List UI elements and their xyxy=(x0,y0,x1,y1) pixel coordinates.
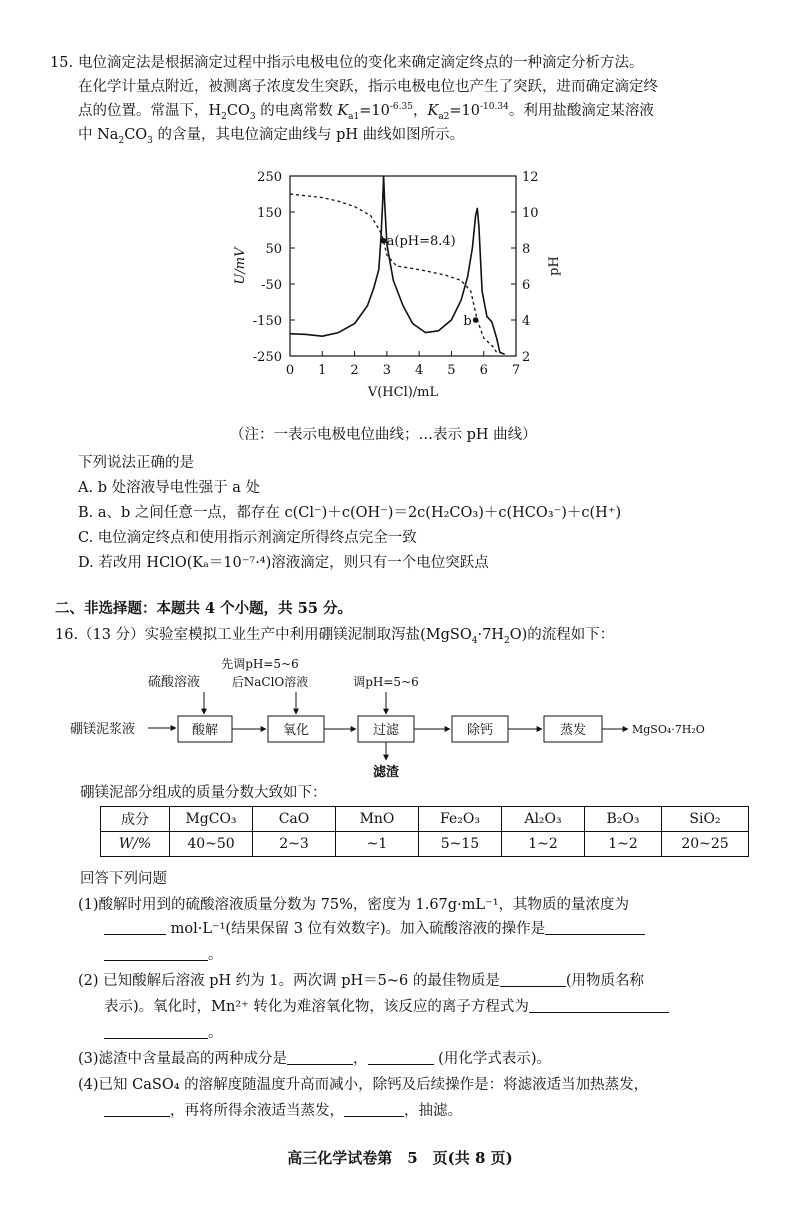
td-1: 40~50 xyxy=(170,832,253,857)
flow-start: 硼镁泥浆液 xyxy=(70,722,136,737)
th-0: 成分 xyxy=(101,807,170,832)
x-axis-label: V(HCl)/mL xyxy=(367,385,439,400)
th-3: MnO xyxy=(336,807,419,832)
table-header-row xyxy=(101,807,749,832)
annotation-label: b xyxy=(463,314,472,329)
sub1-line1: (1)酸解时用到的硫酸溶液质量分数为 75%，密度为 1.67g·mL⁻¹，其物质的量浓度为 xyxy=(78,897,630,913)
x-tick-label: 3 xyxy=(382,363,391,378)
sub2-line3: 。 xyxy=(104,1022,223,1044)
blank-2a[interactable] xyxy=(500,971,566,987)
q15-line1: 电位滴定法是根据滴定过程中指示电极电位的变化来确定滴定终点的一种滴定分析方法。 xyxy=(78,55,644,71)
potential-curve xyxy=(290,176,505,354)
answer-prompt: 回答下列问题 xyxy=(80,871,167,887)
composition-table xyxy=(100,806,749,857)
y-right-tick-label: 12 xyxy=(522,170,539,185)
option-b[interactable]: B. a、b 之间任意一点，都存在 c(Cl⁻)＋c(OH⁻)＝2c(H₂CO₃)＋c(HCO₃⁻)＋c(H⁺) xyxy=(78,505,622,521)
step-4: 除钙 xyxy=(466,723,494,738)
annotation-point xyxy=(473,317,479,323)
blank-4b[interactable] xyxy=(344,1101,404,1117)
titration-chart xyxy=(218,166,578,414)
flow-product: MgSO₄·7H₂O xyxy=(632,723,705,736)
blank-1a[interactable] xyxy=(104,919,166,935)
sub3-line: (3)滤渣中含量最高的两种成分是 ， (用化学式表示)。 xyxy=(78,1051,551,1067)
td-3: ~1 xyxy=(336,832,419,857)
td-2: 2~3 xyxy=(253,832,336,857)
annotation-label: a(pH=8.4) xyxy=(386,233,456,249)
residue: 滤渣 xyxy=(372,765,400,780)
blank-2b[interactable] xyxy=(529,997,669,1013)
reagent-sulfuric: 硫酸溶液 xyxy=(147,675,201,690)
blank-1b[interactable] xyxy=(545,919,645,935)
td-5: 1~2 xyxy=(502,832,585,857)
section2-title: 二、非选择题：本题共 4 个小题，共 55 分。 xyxy=(55,600,352,617)
step-3: 过滤 xyxy=(372,723,400,738)
sub1-line2: mol·L⁻¹(结果保留 3 位有效数字)。加入硫酸溶液的操作是 xyxy=(104,918,645,940)
table-caption: 硼镁泥部分组成的质量分数大致如下： xyxy=(80,785,327,801)
td-7: 20~25 xyxy=(662,832,749,857)
chart-note: （注：一表示电极电位曲线；…表示 pH 曲线） xyxy=(230,427,537,443)
plot-frame xyxy=(290,176,516,356)
y-left-tick-label: -250 xyxy=(252,350,282,365)
th-1: MgCO₃ xyxy=(170,807,253,832)
q15-line4: 中 $Na_2CO_3$ 的含量，其电位滴定曲线与 pH 曲线如图所示。 xyxy=(78,127,465,146)
step-5: 蒸发 xyxy=(559,723,587,738)
sub4-line1: (4)已知 CaSO₄ 的溶解度随温度升高而减小，除钙及后续操作是：将滤液适当加热蒸发， xyxy=(78,1077,649,1093)
y-right-tick-label: 10 xyxy=(522,206,539,221)
reagent-ph-adjust1: 先调pH=5~6 xyxy=(221,657,299,671)
option-c[interactable]: C. 电位滴定终点和使用指示剂滴定所得终点完全一致 xyxy=(78,530,417,546)
y-left-tick-label: -50 xyxy=(261,278,282,293)
process-flowchart xyxy=(60,652,740,782)
option-a[interactable]: A. b 处溶液导电性强于 a 处 xyxy=(78,480,260,496)
th-7: SiO₂ xyxy=(662,807,749,832)
y-right-tick-label: 4 xyxy=(522,314,531,329)
x-tick-label: 0 xyxy=(285,363,295,378)
blank-2c[interactable] xyxy=(104,1023,208,1039)
blank-4a[interactable] xyxy=(104,1101,170,1117)
blank-3a[interactable] xyxy=(287,1049,353,1065)
reagent-naclo: 后NaClO溶液 xyxy=(231,675,309,689)
th-6: B₂O₃ xyxy=(585,807,662,832)
x-tick-label: 5 xyxy=(447,363,456,378)
y-right-tick-label: 6 xyxy=(522,278,531,293)
th-4: Fe₂O₃ xyxy=(419,807,502,832)
q15-line3: 点的位置。常温下，$H_2CO_3$ 的电离常数 $K_{a1}=10^{-6.35}$，$K_{a2}=10^{-10.34}$。利用盐酸滴定某溶液 xyxy=(78,102,654,122)
y-left-tick-label: 250 xyxy=(257,170,282,185)
x-tick-label: 6 xyxy=(479,363,488,378)
th-5: Al₂O₃ xyxy=(502,807,585,832)
sub2-line1: (2) 已知酸解后溶液 pH 约为 1。两次调 pH＝5~6 的最佳物质是 (用物质名称 xyxy=(78,973,645,989)
q15-stem: 下列说法正确的是 xyxy=(78,455,194,471)
blank-1c[interactable] xyxy=(104,945,208,961)
td-6: 1~2 xyxy=(585,832,662,857)
annotation-point xyxy=(381,238,387,244)
y-left-tick-label: 150 xyxy=(257,206,282,221)
blank-3b[interactable] xyxy=(368,1049,434,1065)
x-tick-label: 7 xyxy=(511,363,521,378)
td-4: 5~15 xyxy=(419,832,502,857)
th-2: CaO xyxy=(253,807,336,832)
x-tick-label: 1 xyxy=(318,363,327,378)
step-1: 酸解 xyxy=(191,723,219,738)
y-left-tick-label: 50 xyxy=(265,242,282,257)
q15-line2: 在化学计量点附近，被测离子浓度发生突跃，指示电极电位也产生了突跃，进而确定滴定终 xyxy=(78,79,658,95)
sub4-line2: ，再将所得余液适当蒸发， ，抽滤。 xyxy=(104,1100,462,1122)
table-value-row xyxy=(101,832,749,857)
td-0: W/% xyxy=(101,832,170,857)
y-right-axis-label: pH xyxy=(547,256,562,276)
x-tick-label: 2 xyxy=(350,363,359,378)
reagent-ph-adjust2: 调pH=5~6 xyxy=(353,675,419,689)
x-tick-label: 4 xyxy=(415,363,424,378)
page-footer: 高三化学试卷第 5 页(共 8 页) xyxy=(287,1149,513,1167)
y-left-tick-label: -150 xyxy=(252,314,282,329)
q15-number: 15. xyxy=(50,55,74,71)
step-2: 氧化 xyxy=(282,723,310,738)
y-right-tick-label: 2 xyxy=(522,350,531,365)
option-d[interactable]: D. 若改用 HClO(Kₐ＝10⁻⁷·⁴)溶液滴定，则只有一个电位突跃点 xyxy=(78,555,489,571)
sub2-line2: 表示)。氧化时，Mn²⁺ 转化为难溶氧化物，该反应的离子方程式为 xyxy=(104,996,669,1018)
sub1-line3: 。 xyxy=(104,944,223,966)
y-right-tick-label: 8 xyxy=(522,242,531,257)
y-left-axis-label: U/mV xyxy=(233,247,248,285)
q16-intro: 16.（13 分）实验室模拟工业生产中利用硼镁泥制取泻盐$(MgSO_4\cdot 7H_2O)$的流程如下： xyxy=(55,627,615,646)
